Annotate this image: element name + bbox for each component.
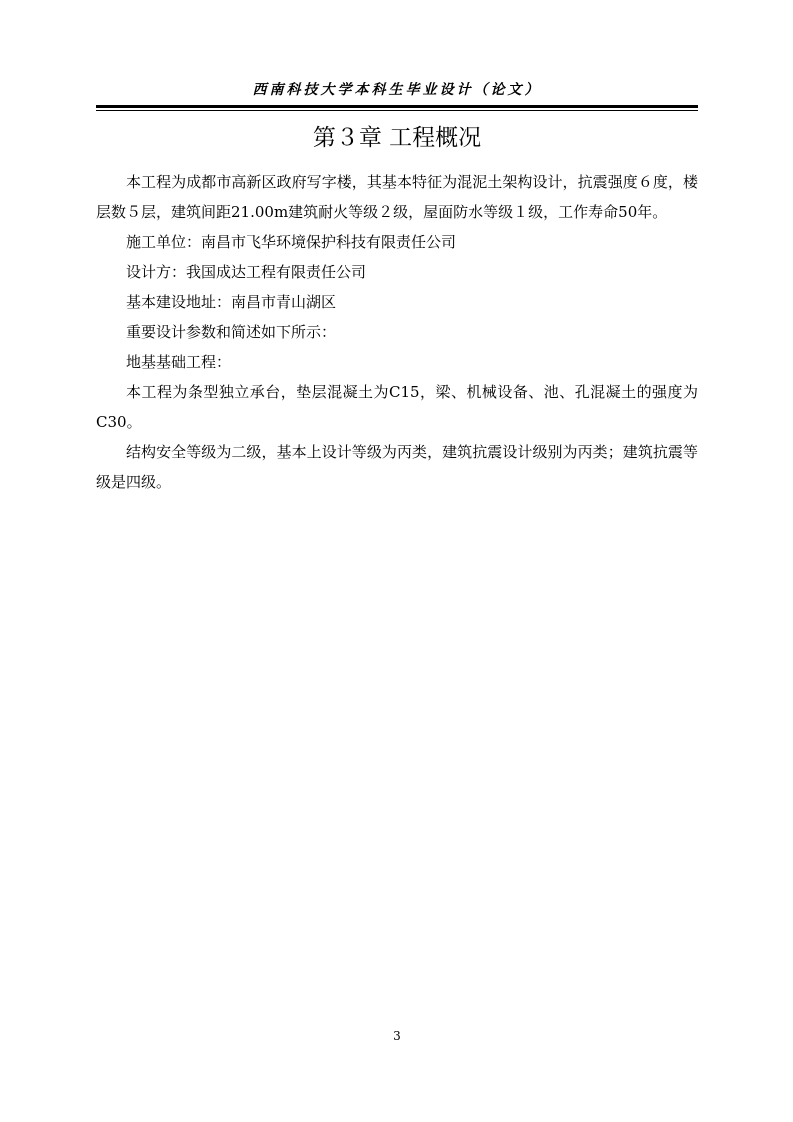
paragraph-design-params-intro: 重要设计参数和简述如下所示：	[126, 323, 337, 341]
header-rule-thick	[96, 105, 698, 108]
header-rule-thin	[96, 110, 698, 111]
paragraph-foundation-details: 本工程为条型独立承台，垫层混凝土为C15，梁、机械设备、池、孔混凝土的强度为C30。	[96, 383, 698, 431]
paragraph-construction-unit: 施工单位：南昌市飞华环境保护科技有限责任公司	[126, 233, 457, 251]
paragraph-designer: 设计方：我国成达工程有限责任公司	[126, 263, 367, 281]
paragraph-site-address: 基本建设地址：南昌市青山湖区	[126, 293, 337, 311]
page-number: 3	[393, 1029, 401, 1043]
paragraph-project-overview: 本工程为成都市高新区政府写字楼，其基本特征为混泥土架构设计，抗震强度６度，楼层数５层，建筑间距21.00m建筑耐火等级２级，屋面防水等级１级，工作寿命50年。	[96, 173, 698, 221]
body-text	[96, 167, 698, 497]
paragraph-safety-grade: 结构安全等级为二级，基本上设计等级为丙类，建筑抗震设计级别为丙类；建筑抗震等级是四级。	[96, 443, 698, 491]
chapter-title: 第３章 工程概况	[312, 125, 482, 151]
running-header: 西南科技大学本科生毕业设计（论文）	[252, 82, 542, 98]
paragraph-foundation-heading: 地基基础工程：	[126, 353, 232, 371]
